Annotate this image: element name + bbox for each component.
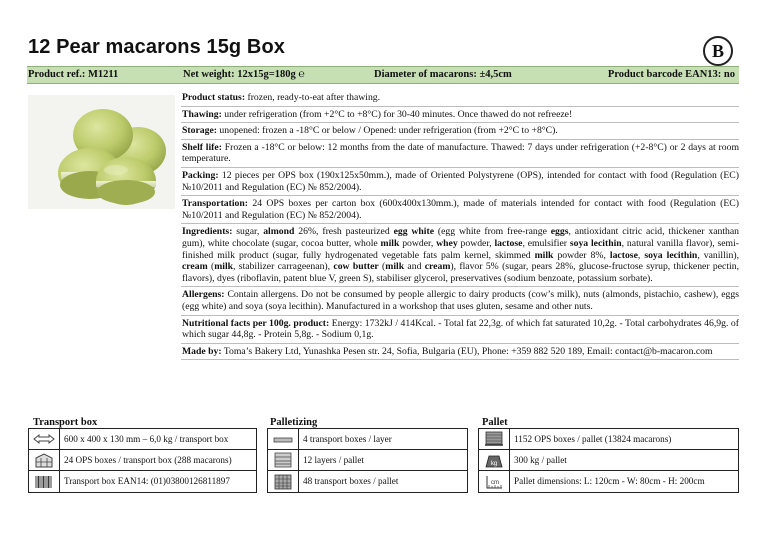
allergens-row: Allergens: Contain allergens. Do not be consumed by people allergic to dairy products (cow’s milk), nuts (almonds, pistachio, cashew), eggs (egg white) and soya (soya lecithin). Manufactured in a workshop that uses gluten, sesame and other nuts. [181,287,739,315]
product-ref: Product ref.: M1211 [28,69,119,80]
macaron-diameter: Diameter of macarons: ±4,5cm [374,69,512,80]
nutrition-row: Nutritional facts per 100g. product: Energy: 1732kJ / 414Kcal. - Total fat 22,3g. of which fat saturated 10,2g. - Total carbohydrates 46,9g. of which sugar 44,8g. - Protein 5,8g. - Sodium 0,1g. [181,316,739,344]
net-weight: Net weight: 12x15g=180g ℮ [183,69,305,80]
pallet-table [478,428,739,493]
pallet-stack-icon [479,429,510,449]
brand-logo: B [703,36,733,66]
palletizing-title: Palletizing [270,417,318,428]
product-status-row: Product status: frozen, ready-to-eat after thawing. [181,90,739,107]
pallet-title: Pallet [482,417,508,428]
pallet-row: 1152 OPS boxes / pallet (13824 macarons) [479,429,738,450]
palletizing-row: 12 layers / pallet [268,450,467,471]
transport-box-title: Transport box [33,417,98,428]
pallet-dimensions-icon [479,471,510,492]
transport-box-row: Transport box EAN14: (01)03800126811897 [29,471,256,492]
product-photo [28,95,175,209]
svg-text:kg: kg [490,461,498,467]
box-dimensions-icon [29,429,60,449]
storage-row: Storage: unopened: frozen a -18°C or below / Opened: under refrigeration (from +2°C to +8°C). [181,123,739,140]
pallet-layers-icon [268,450,299,470]
pallet-row: cm Pallet dimensions: L: 120cm - W: 80cm - H: 200cm [479,471,738,492]
transport-box-row: 24 OPS boxes / transport box (288 macarons) [29,450,256,471]
barcode-icon [29,471,60,492]
transport-box-table [28,428,257,493]
pallet-boxes-icon [268,471,299,492]
page-title: 12 Pear macarons 15g Box [28,36,285,58]
shelf-life-row: Shelf life: Frozen a -18°C or below: 12 months from the date of manufacture. Thawed: 7 days under refrigeration (+2-8°C) or 2 days at room temperature. [181,140,739,168]
product-details [181,90,739,360]
product-barcode: Product barcode EAN13: no [607,69,735,80]
palletizing-table [267,428,468,493]
transportation-row: Transportation: 24 OPS boxes per carton box (600x400x130mm.), made of materials intended for contact with food (Regulation (EC) №10/2011 and Regulation (EC) № 852/2004). [181,196,739,224]
layer-icon [268,429,299,449]
pallet-row: kg 300 kg / pallet [479,450,738,471]
palletizing-row: 4 transport boxes / layer [268,429,467,450]
palletizing-row: 48 transport boxes / pallet [268,471,467,492]
thawing-row: Thawing: under refrigeration (from +2°C to +8°C) for 30-40 minutes. Once thawed do not refreeze! [181,107,739,124]
boxes-stack-icon [29,450,60,470]
product-info-bar [27,66,739,84]
weight-icon [479,450,510,470]
ingredients-row: Ingredients: sugar, almond 26%, fresh pasteurized egg white (egg white from free-range eggs, antioxidant citric acid, thickener xanthan gum), white chocolate (sugar, cocoa butter, whole milk powder, whey powder, lactose, emulsifier soya lecithin, natural vanilla flavor), semi-finished milk product (sugar, fully hydrogenated vegetable fats palm kernel, skimmed milk powder 8%, lactose, soya lecithin, vanillin), cream (milk, stabilizer carrageenan), cow butter (milk and cream), flavor 5% (sugar, pears 28%, glucose-fructose syrup, thickener pectin, flavors), dyes (riboflavin, patent blue V, green S), stabiliser glycerol, preservatives (sodium benzoate, potassium sorbate). [181,224,739,287]
svg-text:cm: cm [491,479,499,486]
made-by-row: Made by: Toma’s Bakery Ltd, Yunashka Pesen str. 24, Sofia, Bulgaria (EU), Phone: +359 882 520 189, Email: contact@b-macaron.com [181,344,739,361]
packing-row: Packing: 12 pieces per OPS box (190x125x50mm.), made of Oriented Polystyrene (OPS), intended for contact with food (Regulation (EC) №10/2011 and Regulation (EC) № 852/2004). [181,168,739,196]
transport-box-row: 600 x 400 x 130 mm – 6,0 kg / transport box [29,429,256,450]
